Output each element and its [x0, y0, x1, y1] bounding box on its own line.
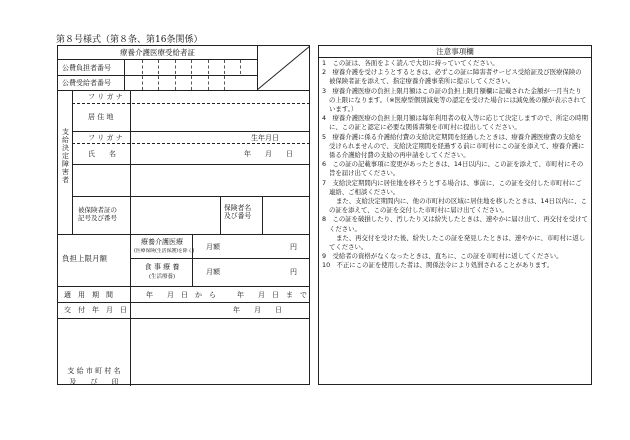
- side-label-disabled-person: 支給決定障害者: [62, 128, 69, 184]
- insurer-number-label: 保険者名 及び番号: [224, 204, 252, 220]
- recipient-certificate-card: [57, 45, 310, 385]
- birthdate-label: 生年月日: [251, 134, 279, 142]
- monthly-label-1: 月額: [206, 243, 220, 251]
- note-item: 4 療養介護医療の負担上限月額は毎年利用者の収入等に応じて決定しますので、所定の時期に、この証と認定に必要な関係書類を市町村に提出してください。: [322, 114, 588, 132]
- note-item: 1 この証は、各面をよく読んで大切に持っていてください。: [322, 59, 499, 67]
- note-item: 10 不正にこの証を使用した者は、関係法令により処罰されることがあります。: [322, 261, 554, 270]
- payer-number-label: 公費負担者番号: [62, 64, 111, 72]
- recipient-number-label: 公費受給者番号: [62, 79, 111, 87]
- furigana-label-1: フ リ ガ ナ: [88, 93, 123, 101]
- yen-label-2: 円: [290, 268, 297, 276]
- note-item: 9 受給者の資格がなくなったときは、直ちに、この証を市町村に返してください。: [322, 252, 563, 261]
- note-item: 8 この証を破損したり、汚したり又は紛失したときは、速やかに届け出て、再交付を受けてください。 また、再交付を受けた後、紛失したこの証を発見したときは、速やかに、市町村に返してください。: [322, 215, 588, 252]
- card-title: 療養介護医療受給者証: [120, 48, 195, 57]
- meal-cost-label: 食 事 療 養: [144, 263, 180, 271]
- form-number-label: 第８号様式（第８条、第16条関係）: [56, 35, 203, 45]
- care-medical-note: (医療保険(生活保護)を除く): [134, 249, 195, 254]
- monthly-limit-label: 負担上限月額: [62, 254, 107, 263]
- address-label: 居 住 地: [88, 113, 114, 121]
- issue-date-value: 年 月 日: [233, 306, 282, 314]
- meal-cost-note: (生活療養): [148, 274, 176, 280]
- municipality-label: 支 給 市 町 村 名 及 び 印: [67, 367, 121, 386]
- monthly-label-2: 月額: [206, 268, 220, 276]
- notes-title: 注意事項欄: [319, 46, 591, 58]
- note-item: 2 療養介護を受けようとするときは、必ずこの証に障害者サービス受給証及び医療保険の被保険者証を添えて、指定療養介護事業所に提示してください。: [322, 68, 582, 86]
- name-label: 氏 名: [88, 150, 116, 158]
- blank-corner-diagonal: [257, 46, 310, 90]
- care-medical-label: 療養介護医療: [141, 238, 183, 246]
- yen-label-1: 円: [290, 243, 297, 251]
- notes-panel: [318, 45, 592, 385]
- period-value: 年 月 日 か ら 年 月 日 ま で: [146, 291, 307, 299]
- note-item: 7 支給決定期間内に居住地を移そうとする場合は、事前に、この証を交付した市町村にご連絡、ご相談ください。 また、支給決定期間内に、他の市町村の区域に居住地を移したときは、14日以内に、この証を添えて、この証を交付した市町村に届け出てください。: [322, 178, 587, 215]
- period-label: 適 用 期 間: [64, 291, 113, 299]
- furigana-label-2: フ リ ガ ナ: [88, 134, 123, 142]
- note-item: 6 この証の記載事項に変更があったときは、14日以内に、この証を添えて、市町村にその旨を届け出てください。: [322, 160, 584, 178]
- note-item: 5 療養介護に係る介護給付費の支給決定期間を経過したときは、療養介護医療費の支給を受けられませんので、支給決定期間を経過する前に市町村にこの証を添えて、療養介護に係る介護給付費の支給の再申請をしてください。: [322, 132, 585, 160]
- insured-card-label: 被保険者証の 記号及び番号: [78, 206, 117, 222]
- note-item: 3 療養介護医療の負担上限月額はこの証の負担上限月額欄に記載された金額が一月当たりの上限になります。（※医療型個別減免等の認定を受けた場合には減免後の額が表示されています。）: [322, 86, 587, 114]
- birthdate-value: 年 月 日: [244, 150, 293, 158]
- issue-date-label: 交 付 年 月 日: [64, 306, 127, 314]
- notes-list: [322, 59, 588, 271]
